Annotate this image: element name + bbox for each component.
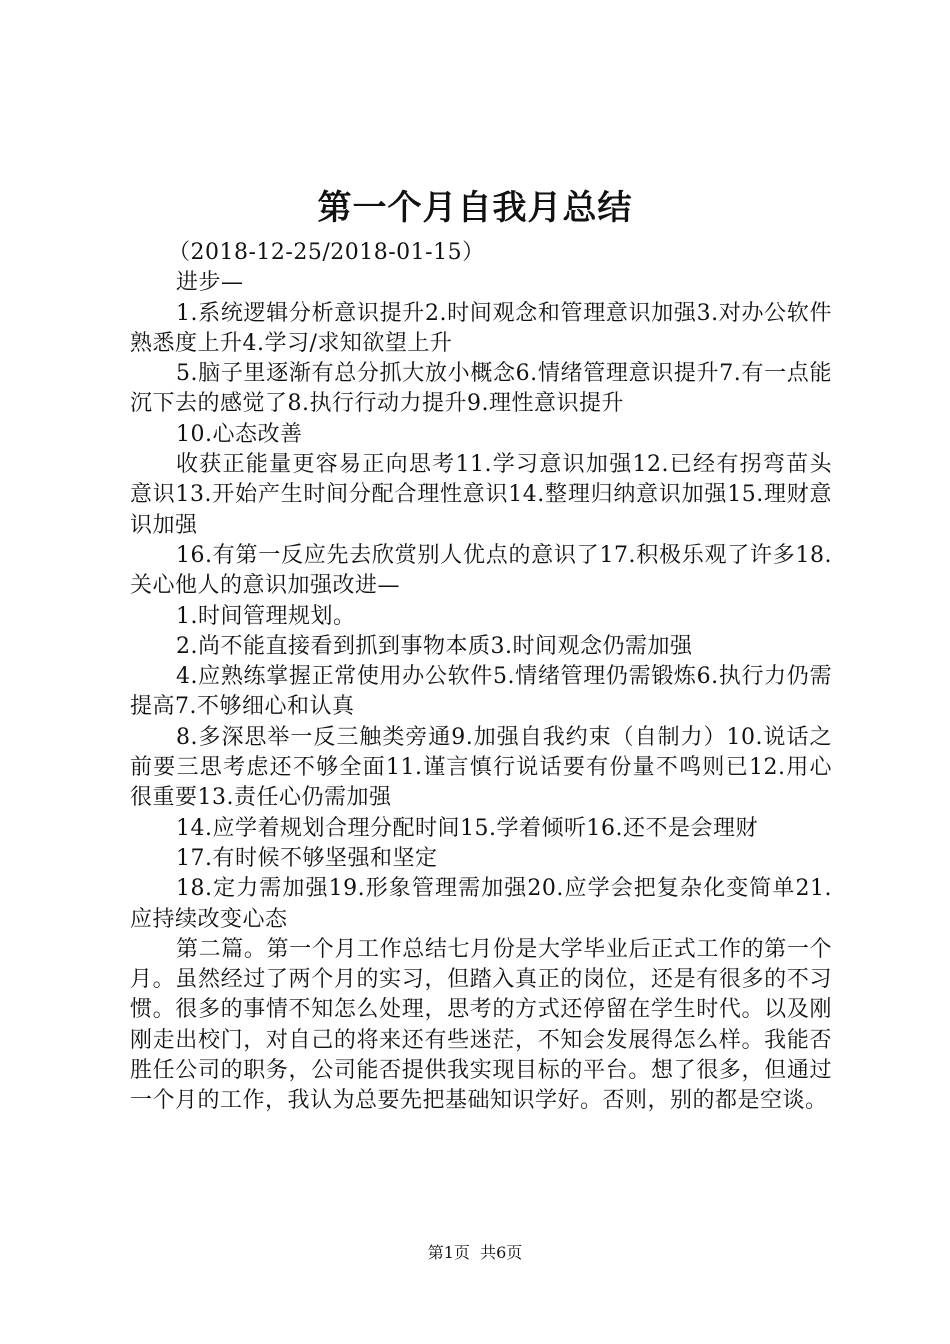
date-range: （2018-12-25/2018-01-15） <box>168 240 485 265</box>
paragraph: 2.尚不能直接看到抓到事物本质3.时间观念仍需加强 <box>176 633 693 659</box>
paragraph: 16.有第一反应先去欣赏别人优点的意识了17.积极乐观了许多18.关心他人的意识加强改进— <box>130 542 832 599</box>
paragraph: 5.脑子里逐渐有总分抓大放小概念6.情绪管理意识提升7.有一点能沉下去的感觉了8.执行行动力提升9.理性意识提升 <box>130 361 832 417</box>
paragraph: 18.定力需加强19.形象管理需加强20.应学会把复杂化变简单21.应持续改变心态 <box>130 876 832 932</box>
paragraph: 进步— <box>176 270 244 296</box>
document-body <box>130 238 832 1117</box>
paragraph: 14.应学着规划合理分配时间15.学着倾听16.还不是会理财 <box>176 815 758 841</box>
paragraph: 17.有时候不够坚强和坚定 <box>176 845 438 871</box>
paragraph: 8.多深思举一反三触类旁通9.加强自我约束（自制力）10.说话之前要三思考虑还不够全面11.谨言慎行说话要有份量不鸣则已12.用心很重要13.责任心仍需加强 <box>130 724 832 811</box>
paragraph: 收获正能量更容易正向思考11.学习意识加强12.已经有拐弯苗头意识13.开始产生时间分配合理性意识14.整理归纳意识加强15.理财意识加强 <box>130 452 832 538</box>
paragraph: 1.时间管理规划。 <box>176 603 356 629</box>
paragraph: 第二篇。第一个月工作总结七月份是大学毕业后正式工作的第一个月。虽然经过了两个月的实习，但踏入真正的岗位，还是有很多的不习惯。很多的事情不知怎么处理，思考的方式还停留在学生时代。以及刚刚走出校门，对自己的将来还有些迷茫，不知会发展得怎么样。我能否胜任公司的职务，公司能否提供我实现目标的平台。想了很多，但通过一个月的工作，我认为总要先把基础知识学好。否则，别的都是空谈。 <box>130 936 832 1114</box>
paragraph: 4.应熟练掌握正常使用办公软件5.情绪管理仍需锻炼6.执行力仍需提高7.不够细心和认真 <box>130 664 832 720</box>
paragraph: 10.心态改善 <box>176 421 303 447</box>
page-footer: 第1页 共6页 <box>427 1243 523 1262</box>
paragraph: 1.系统逻辑分析意识提升2.时间观念和管理意识加强3.对办公软件熟悉度上升4.学习/求知欲望上升 <box>130 300 832 356</box>
document-title: 第一个月自我月总结 <box>317 188 633 228</box>
